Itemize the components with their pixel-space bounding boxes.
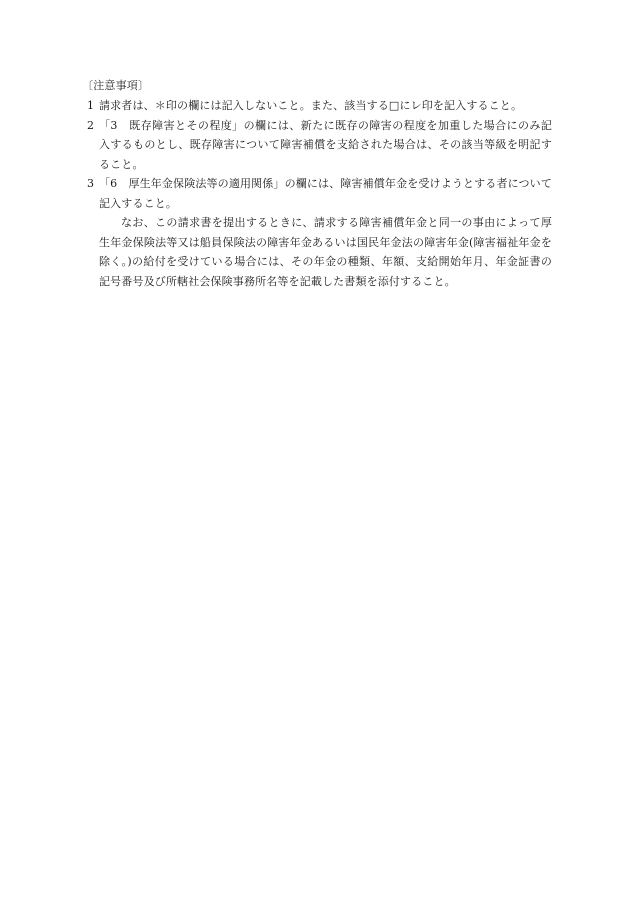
supplementary-paragraph: なお、この請求書を提出するときに、請求する障害補償年金と同一の事由によって厚生年金保険法等又は船員保険法の障害年金あるいは国民年金法の障害年金(障害福祉年金を除く。)の給付を受けている場合には、その年金の種類、年額、支給開始年月、年金証書の記号番号及び所轄社会保険事務所名等を記載した書類を添付すること。 (99, 216, 552, 288)
note-number: 3 (87, 177, 95, 190)
note-item-1 (82, 96, 552, 116)
notes-section (82, 76, 552, 291)
note-text: 「6 厚生年金保険法等の適用関係」の欄には、障害補償年金を受けようとする者について記入すること。 (99, 177, 552, 210)
note-item-3 (82, 174, 552, 213)
note-text: 請求者は、＊印の欄には記入しないこと。また、該当する□にレ印を記入すること。 (99, 99, 523, 112)
note-text: 「3 既存障害とその程度」の欄には、新たに既存の障害の程度を加重した場合にのみ記入するものとし、既存障害について障害補償を支給された場合は、その該当等級を明記すること。 (99, 118, 552, 171)
note-item-2 (82, 116, 552, 175)
note-number: 1 (87, 99, 95, 112)
note-number: 2 (87, 118, 95, 132)
notes-header: 〔注意事項〕 (82, 79, 150, 92)
